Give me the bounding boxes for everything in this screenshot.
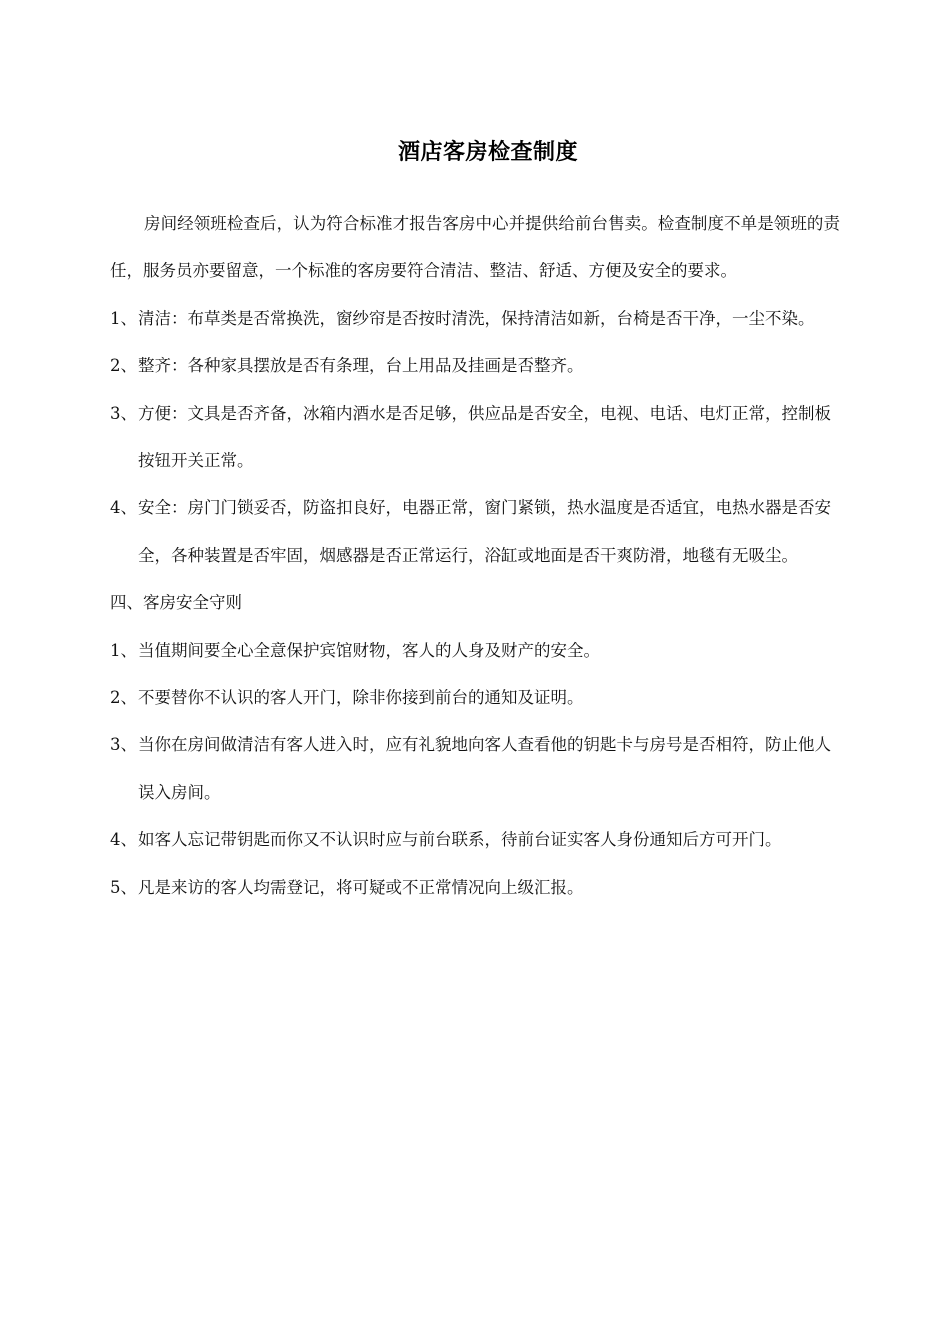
item-number: 2、 xyxy=(110,688,137,708)
list-item xyxy=(110,390,840,485)
item-text: 清洁：布草类是否常换洗，窗纱帘是否按时清洗，保持清洁如新，台椅是否干净，一尘不染。 xyxy=(138,308,815,328)
section-heading: 四、客房安全守则 xyxy=(110,593,242,613)
list-item xyxy=(110,816,840,863)
item-number: 3、 xyxy=(110,735,137,755)
item-number: 3、 xyxy=(110,403,137,423)
item-number: 1、 xyxy=(110,308,137,328)
item-text: 不要替你不认识的客人开门，除非你接到前台的通知及证明。 xyxy=(138,688,584,708)
list-item xyxy=(110,484,840,579)
list-item xyxy=(110,864,840,911)
item-text: 整齐：各种家具摆放是否有条理，台上用品及挂画是否整齐。 xyxy=(138,356,584,376)
inspection-list xyxy=(110,295,840,579)
list-item xyxy=(110,295,840,342)
item-text: 凡是来访的客人均需登记，将可疑或不正常情况向上级汇报。 xyxy=(138,877,584,897)
item-text: 方便：文具是否齐备，冰箱内酒水是否足够，供应品是否安全，电视、电话、电灯正常，控制板按钮开关正常。 xyxy=(138,403,831,471)
item-number: 2、 xyxy=(110,356,137,376)
list-item xyxy=(110,674,840,721)
item-number: 4、 xyxy=(110,498,137,518)
safety-rules-list xyxy=(110,627,840,911)
item-text: 当你在房间做清洁有客人进入时，应有礼貌地向客人查看他的钥匙卡与房号是否相符，防止他人误入房间。 xyxy=(138,735,831,802)
item-number: 1、 xyxy=(110,640,137,660)
document-title: 酒店客房检查制度 xyxy=(397,139,578,165)
list-item xyxy=(110,627,840,674)
list-item xyxy=(110,342,840,389)
item-text: 当值期间要全心全意保护宾馆财物，客人的人身及财产的安全。 xyxy=(138,640,600,660)
intro-paragraph: 房间经领班检查后，认为符合标准才报告客房中心并提供给前台售卖。检查制度不单是领班的责任，服务员亦要留意，一个标准的客房要符合清洁、整洁、舒适、方便及安全的要求。 xyxy=(110,214,840,281)
document-body xyxy=(110,200,840,911)
item-number: 4、 xyxy=(110,830,137,850)
item-number: 5、 xyxy=(110,877,137,897)
item-text: 如客人忘记带钥匙而你又不认识时应与前台联系，待前台证实客人身份通知后方可开门。 xyxy=(138,830,782,850)
list-item xyxy=(110,721,840,816)
item-text: 安全：房门门锁妥否，防盗扣良好，电器正常，窗门紧锁，热水温度是否适宜，电热水器是否安全，各种装置是否牢固，烟感器是否正常运行，浴缸或地面是否干爽防滑，地毯有无吸尘。 xyxy=(138,498,831,565)
